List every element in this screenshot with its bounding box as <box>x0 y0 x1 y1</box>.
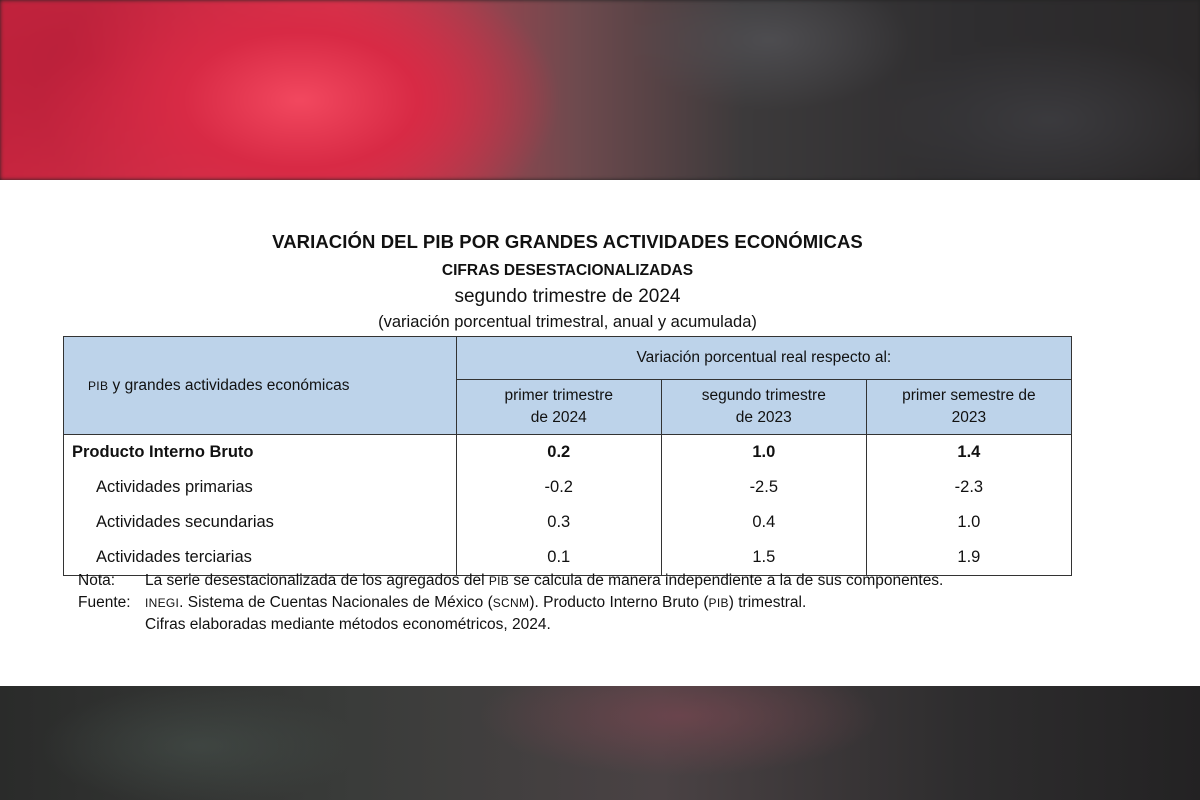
cell-value: -0.2 <box>456 470 661 505</box>
table-row <box>64 505 1072 540</box>
row-label: Actividades secundarias <box>64 505 457 540</box>
header-activities: PIB y grandes actividades económicas <box>64 337 457 435</box>
header-col-2: segundo trimestre de 2023 <box>661 380 866 435</box>
cell-value: 1.9 <box>866 540 1071 576</box>
row-label: Actividades terciarias <box>64 540 457 576</box>
source-text: INEGI. Sistema de Cuentas Nacionales de México (SCNM). Producto Interno Bruto (PIB) trimestral. Cifras elaboradas mediante métodos econométricos, 2024. <box>145 594 807 633</box>
table-title: VARIACIÓN DEL PIB POR GRANDES ACTIVIDADES ECONÓMICAS <box>272 231 863 252</box>
table-row <box>64 435 1072 471</box>
note <box>78 570 1053 592</box>
cell-value: 0.1 <box>456 540 661 576</box>
source-label: Fuente: <box>78 594 131 611</box>
cell-value: -2.5 <box>661 470 866 505</box>
blurred-photo-background-bottom <box>0 686 1200 800</box>
header-col-3: primer semestre de 2023 <box>866 380 1071 435</box>
row-label: Producto Interno Bruto <box>64 435 457 471</box>
table-units: (variación porcentual trimestral, anual y acumulada) <box>378 313 757 331</box>
cell-value: 1.0 <box>661 435 866 471</box>
table-subtitle: CIFRAS DESESTACIONALIZADAS <box>441 262 694 279</box>
blurred-photo-background-top <box>0 0 1200 180</box>
cell-value: 0.3 <box>456 505 661 540</box>
cell-value: 0.4 <box>661 505 866 540</box>
source <box>78 592 1053 636</box>
table-period: segundo trimestre de 2024 <box>454 286 681 307</box>
note-text: La serie desestacionalizada de los agregados del PIB se calcula de manera independiente a la de sus componentes. <box>145 572 944 589</box>
cell-value: 0.2 <box>456 435 661 471</box>
cell-value: 1.5 <box>661 540 866 576</box>
cell-value: 1.0 <box>866 505 1071 540</box>
row-label: Actividades primarias <box>64 470 457 505</box>
gdp-variation-table <box>63 336 1072 576</box>
table-notes <box>78 570 1053 636</box>
table-row <box>64 470 1072 505</box>
header-col-1: primer trimestre de 2024 <box>456 380 661 435</box>
cell-value: -2.3 <box>866 470 1071 505</box>
note-label: Nota: <box>78 572 116 589</box>
document-page <box>0 180 1200 686</box>
cell-value: 1.4 <box>866 435 1071 471</box>
header-variation-group: Variación porcentual real respecto al: <box>456 337 1071 380</box>
